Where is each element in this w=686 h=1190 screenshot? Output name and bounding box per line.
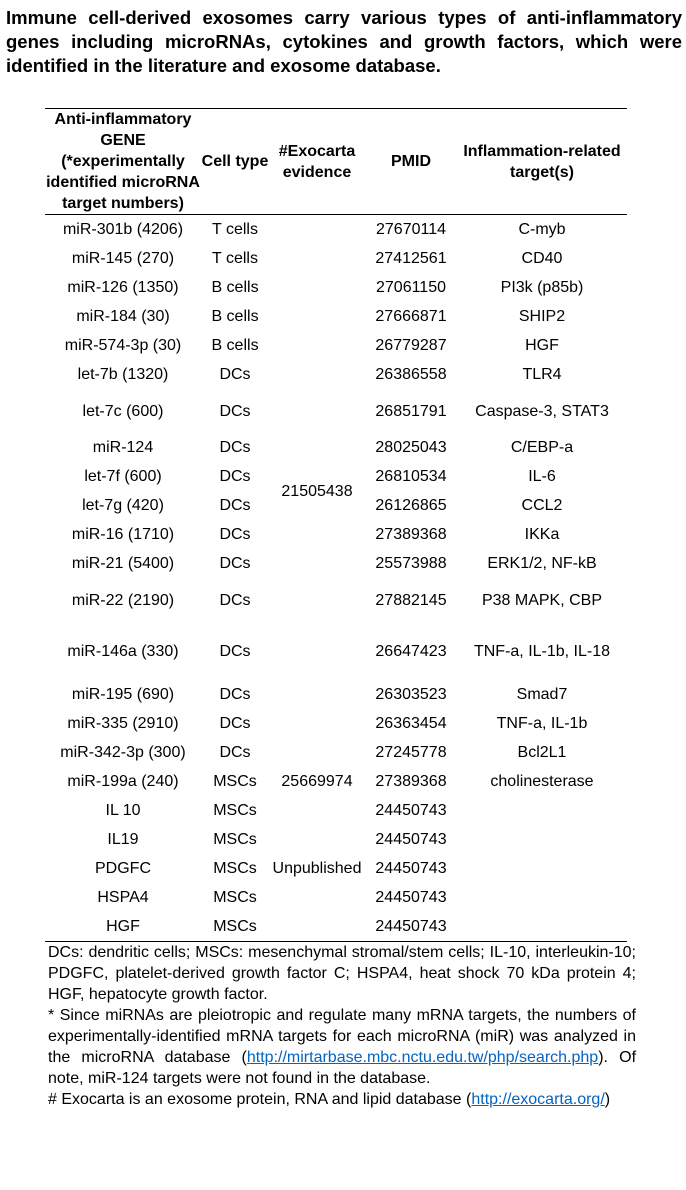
target-cell: HGF [525, 337, 559, 354]
target-cell: PI3k (p85b) [500, 279, 584, 296]
exocarta-evidence-cell: 25669974 [281, 773, 353, 790]
gene-cell: PDGFC [95, 860, 151, 877]
cell-type-cell: B cells [211, 279, 259, 296]
table-footnotes [48, 942, 636, 1110]
table-row [45, 796, 627, 825]
exosome-gene-table [45, 108, 627, 942]
pmid-cell: 24450743 [375, 831, 447, 848]
pmid-cell: 24450743 [375, 889, 447, 906]
exocarta-note [48, 1089, 636, 1110]
target-cell: IL-6 [528, 468, 556, 485]
exocarta-link[interactable]: http://exocarta.org/ [471, 1091, 605, 1108]
table-row [45, 767, 627, 796]
cell-type-cell: DCs [219, 642, 251, 660]
mirtarbase-link[interactable]: http://mirtarbase.mbc.nctu.edu.tw/php/search.php [246, 1049, 599, 1066]
cell-type-cell: MSCs [213, 831, 257, 848]
gene-cell: miR-21 (5400) [71, 555, 175, 572]
gene-cell: miR-342-3p (300) [60, 744, 186, 761]
gene-cell: let-7f (600) [84, 468, 162, 485]
target-cell: C-myb [518, 221, 566, 238]
cell-type-cell: DCs [219, 555, 251, 572]
cell-type-cell: DCs [219, 591, 251, 609]
gene-cell: let-7c (600) [82, 402, 164, 420]
target-cell [457, 854, 627, 883]
cell-type-cell: DCs [219, 497, 251, 514]
target-cell: CD40 [521, 250, 563, 267]
exocarta-evidence-cell: Unpublished [272, 860, 362, 877]
pmid-cell: 24450743 [375, 802, 447, 819]
mirna-note-text-end: ). Of note, miR-124 targets were not found in the database. [48, 1049, 637, 1087]
table-row [45, 215, 627, 245]
target-cell: Bcl2L1 [517, 744, 567, 761]
gene-cell: miR-22 (2190) [71, 591, 175, 609]
table-header-row [45, 109, 627, 215]
gene-cell: HGF [106, 918, 140, 935]
pmid-cell: 26303523 [375, 686, 447, 703]
cell-type-cell: MSCs [213, 773, 257, 790]
target-cell: IKKa [524, 526, 560, 543]
gene-cell: miR-184 (30) [76, 308, 170, 325]
mirna-note-text: * Since miRNAs are pleiotropic and regulate many mRNA targets, the numbers of experimentally-identified mRNA targets for each microRNA (miR) was analyzed in the microRNA database ( [48, 1007, 636, 1066]
cell-type-cell: DCs [219, 366, 251, 383]
pmid-cell: 27389368 [375, 526, 447, 543]
target-cell: Caspase-3, STAT3 [475, 402, 609, 420]
pmid-cell: 26647423 [375, 642, 447, 660]
header-pmid: PMID [365, 109, 457, 215]
cell-type-cell: MSCs [213, 802, 257, 819]
gene-cell: miR-195 (690) [71, 686, 175, 703]
pmid-cell: 27061150 [376, 279, 446, 296]
pmid-cell: 26851791 [375, 402, 447, 420]
pmid-cell: 27882145 [375, 591, 447, 609]
target-cell: Smad7 [516, 686, 568, 703]
pmid-cell: 27670114 [376, 221, 446, 238]
target-cell: TNF-a, IL-1b [496, 715, 588, 732]
abbreviations-note: DCs: dendritic cells; MSCs: mesenchymal stromal/stem cells; IL-10, interleukin-10; PDGFC, platelet-derived growth factor C; HSPA4, heat shock 70 kDa protein 4; HGF, hepatocyte growth factor. [48, 944, 636, 1003]
header-exocarta-evidence: #Exocarta evidence [269, 109, 365, 215]
target-cell: cholinesterase [490, 773, 594, 790]
cell-type-cell: DCs [219, 715, 251, 732]
pmid-cell: 26810534 [375, 468, 447, 485]
gene-cell: miR-16 (1710) [71, 526, 175, 543]
exocarta-evidence-cell: 21505438 [281, 482, 353, 500]
gene-cell: IL 10 [105, 802, 141, 819]
target-cell: P38 MAPK, CBP [481, 591, 603, 609]
target-cell: ERK1/2, NF-kB [487, 555, 597, 572]
pmid-cell: 26386558 [375, 366, 447, 383]
target-cell [457, 912, 627, 942]
exocarta-note-text: # Exocarta is an exosome protein, RNA and lipid database ( [48, 1091, 472, 1108]
pmid-cell: 24450743 [375, 860, 447, 877]
header-cell-type: Cell type [201, 109, 269, 215]
gene-cell: HSPA4 [97, 889, 149, 906]
target-cell [457, 796, 627, 825]
pmid-cell: 25573988 [375, 555, 447, 572]
target-cell [457, 883, 627, 912]
target-cell: CCL2 [521, 497, 563, 514]
pmid-cell: 27412561 [375, 250, 447, 267]
target-cell: TNF-a, IL-1b, IL-18 [473, 642, 611, 660]
gene-cell: let-7g (420) [82, 497, 164, 514]
cell-type-cell: B cells [211, 337, 259, 354]
mirna-target-note [48, 1005, 636, 1089]
table-caption: Immune cell-derived exosomes carry various types of anti-inflammatory genes including microRNAs, cytokines and growth factors, which were identified in the literature and exosome database. [6, 7, 682, 76]
gene-cell: IL19 [107, 831, 139, 848]
gene-cell: miR-199a (240) [67, 773, 179, 790]
pmid-cell: 26779287 [375, 337, 447, 354]
gene-cell: let-7b (1320) [77, 366, 169, 383]
target-cell: SHIP2 [518, 308, 566, 325]
cell-type-cell: T cells [212, 250, 258, 267]
target-cell: TLR4 [522, 366, 562, 383]
target-cell [457, 825, 627, 854]
cell-type-cell: DCs [219, 402, 251, 420]
cell-type-cell: DCs [219, 686, 251, 703]
header-gene: Anti-inflammatory GENE (*experimentally identified microRNA target numbers) [45, 109, 201, 215]
cell-type-cell: T cells [212, 221, 258, 238]
gene-cell: miR-124 [92, 439, 154, 456]
gene-cell: miR-126 (1350) [67, 279, 179, 296]
cell-type-cell: MSCs [213, 860, 257, 877]
gene-cell: miR-301b (4206) [62, 221, 184, 238]
target-cell: C/EBP-a [510, 439, 574, 456]
pmid-cell: 27389368 [375, 773, 447, 790]
cell-type-cell: DCs [219, 526, 251, 543]
cell-type-cell: MSCs [213, 918, 257, 935]
pmid-cell: 27666871 [375, 308, 447, 325]
pmid-cell: 27245778 [375, 744, 447, 761]
cell-type-cell: DCs [219, 468, 251, 485]
table-body [45, 215, 627, 942]
pmid-cell: 26363454 [375, 715, 447, 732]
gene-cell: miR-574-3p (30) [64, 337, 182, 354]
gene-cell: miR-146a (330) [67, 642, 179, 660]
exocarta-note-text-end: ) [604, 1091, 611, 1108]
cell-type-cell: B cells [211, 308, 259, 325]
gene-cell: miR-335 (2910) [67, 715, 179, 732]
pmid-cell: 28025043 [375, 439, 447, 456]
pmid-cell: 24450743 [375, 918, 447, 935]
gene-cell: miR-145 (270) [71, 250, 175, 267]
pmid-cell: 26126865 [375, 497, 447, 514]
cell-type-cell: MSCs [213, 889, 257, 906]
cell-type-cell: DCs [219, 439, 251, 456]
cell-type-cell: DCs [219, 744, 251, 761]
header-target: Inflammation-related target(s) [457, 109, 627, 215]
